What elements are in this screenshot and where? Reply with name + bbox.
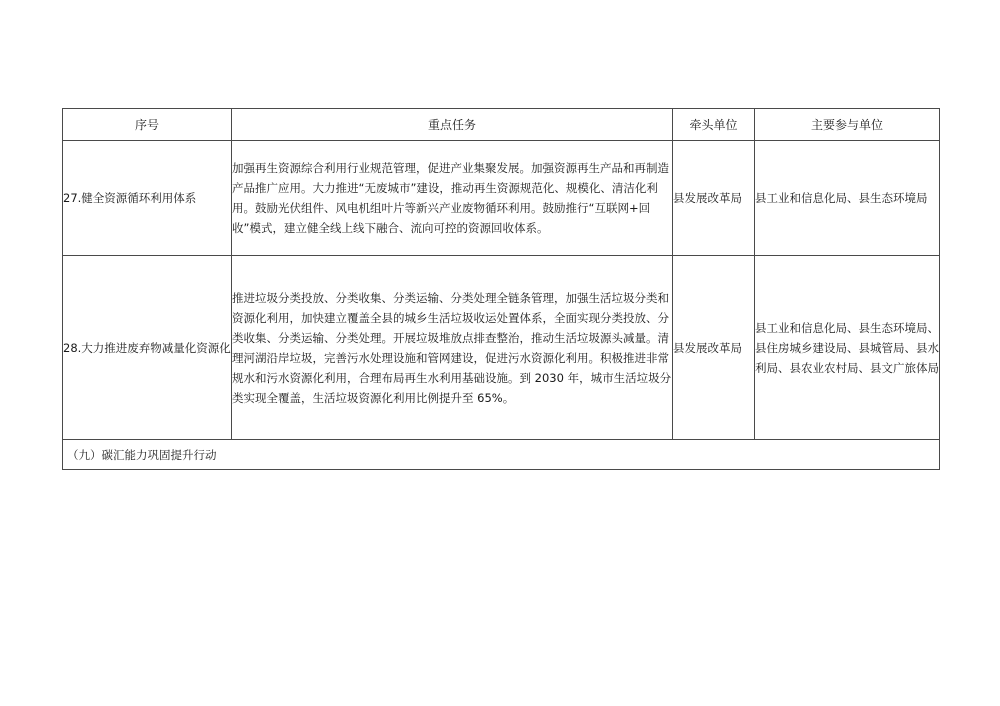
row-lead: 县发展改革局 — [673, 141, 755, 256]
task-table — [62, 108, 940, 470]
row-participants: 县工业和信息化局、县生态环境局、县住房城乡建设局、县城管局、县水利局、县农业农村局、县文广旅体局 — [755, 256, 940, 440]
header-task: 重点任务 — [232, 109, 673, 141]
row-seq: 27.健全资源循环利用体系 — [63, 141, 232, 256]
row-seq: 28.大力推进废弃物减量化资源化 — [63, 256, 232, 440]
header-participants: 主要参与单位 — [755, 109, 940, 141]
table-row — [63, 256, 940, 440]
row-task: 推进垃圾分类投放、分类收集、分类运输、分类处理全链条管理，加强生活垃圾分类和资源化利用，加快建立覆盖全县的城乡生活垃圾收运处置体系，全面实现分类投放、分类收集、分类运输、分类处理。开展垃圾堆放点排查整治，推动生活垃圾源头减量。清理河湖沿岸垃圾，完善污水处理设施和管网建设，促进污水资源化利用。积极推进非常规水和污水资源化利用，合理布局再生水利用基础设施。到 2030 年，城市生活垃圾分类实现全覆盖，生活垃圾资源化利用比例提升至 65%。 — [232, 256, 673, 440]
row-lead: 县发展改革局 — [673, 256, 755, 440]
table-header-row — [63, 109, 940, 141]
row-task: 加强再生资源综合利用行业规范管理，促进产业集聚发展。加强资源再生产品和再制造产品推广应用。大力推进“无废城市”建设，推动再生资源规范化、规模化、清洁化利用。鼓励光伏组件、风电机组叶片等新兴产业废物循环利用。鼓励推行“互联网+回收”模式，建立健全线上线下融合、流向可控的资源回收体系。 — [232, 141, 673, 256]
section-row — [63, 440, 940, 470]
header-seq: 序号 — [63, 109, 232, 141]
header-lead: 牵头单位 — [673, 109, 755, 141]
section-heading: （九）碳汇能力巩固提升行动 — [63, 440, 940, 470]
table-row — [63, 141, 940, 256]
row-participants: 县工业和信息化局、县生态环境局 — [755, 141, 940, 256]
